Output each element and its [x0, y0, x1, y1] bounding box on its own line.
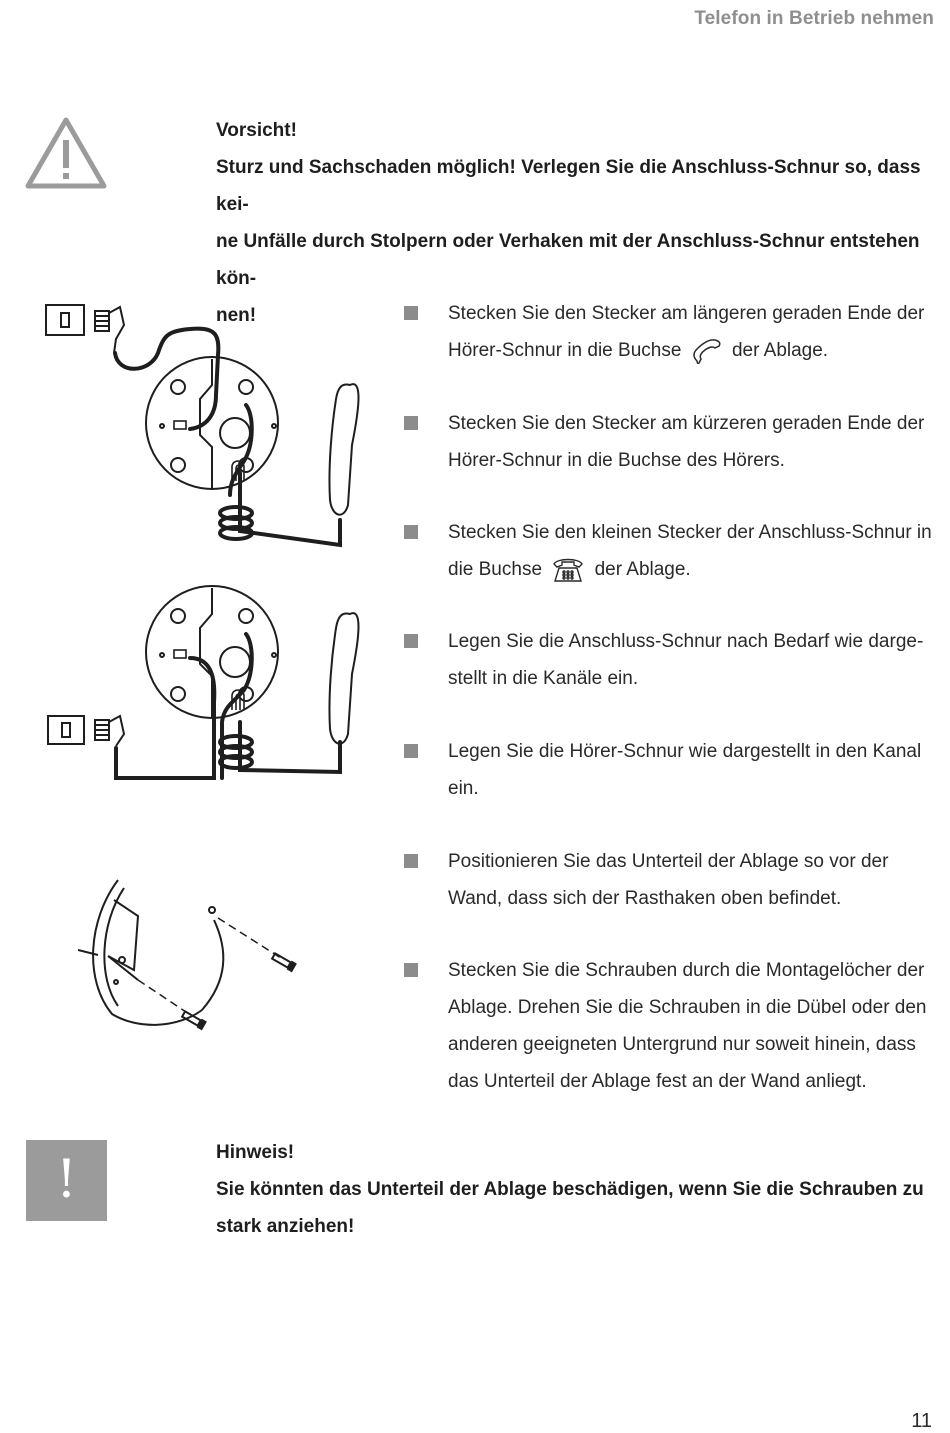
step-text-line: stellt in die Kanäle ein.	[448, 668, 639, 689]
bullet-square	[404, 416, 418, 430]
warning-text-line: nen!	[216, 305, 257, 326]
step-text-line: Hörer-Schnur in die Buchse des Hörers.	[448, 450, 785, 471]
step-text-segment: der Ablage.	[594, 559, 691, 580]
note-text-line: stark anziehen!	[216, 1216, 355, 1237]
step-text-line: Stecken Sie den kleinen Stecker der Anschluss-Schnur in	[448, 522, 932, 543]
step-text-segment: Hörer-Schnur in die Buchse	[448, 340, 682, 361]
step-text-line: Stecken Sie die Schrauben durch die Montagelöcher der	[448, 960, 925, 981]
warning-text-line: Sturz und Sachschaden möglich! Verlegen Sie die Anschluss-Schnur so, dass kei-	[216, 157, 921, 215]
telephone-icon	[551, 556, 585, 584]
step-text-line	[448, 332, 934, 369]
exclamation-icon: !	[26, 1140, 107, 1221]
step-text-line: ein.	[448, 778, 479, 799]
page-number: 11	[911, 1410, 932, 1432]
note-text-line: Sie könnten das Unterteil der Ablage beschädigen, wenn Sie die Schrauben zu	[216, 1179, 924, 1200]
step-text-line: anderen geeigneten Untergrund nur soweit hinein, dass	[448, 1034, 916, 1055]
bullet-square	[404, 963, 418, 977]
handset-icon	[691, 337, 723, 365]
wall-mounting-diagram	[78, 860, 318, 1040]
cable-routing-diagram-bottom	[40, 582, 370, 782]
cable-routing-diagram-top	[40, 295, 370, 555]
step-text-line: Legen Sie die Hörer-Schnur wie dargestellt in den Kanal	[448, 741, 922, 762]
step-text-line	[448, 551, 934, 588]
step-text-line: Positionieren Sie das Unterteil der Ablage so vor der	[448, 851, 889, 872]
step-text-line: das Unterteil der Ablage fest an der Wand anliegt.	[448, 1071, 867, 1092]
warning-title: Vorsicht!	[216, 120, 297, 141]
note-block	[216, 1134, 938, 1245]
step-text-line: Wand, dass sich der Rasthaken oben befindet.	[448, 888, 842, 909]
warning-text-line: ne Unfälle durch Stolpern oder Verhaken mit der Anschluss-Schnur entstehen kön-	[216, 231, 920, 289]
bullet-square	[404, 634, 418, 648]
page-header-title: Telefon in Betrieb nehmen	[694, 8, 934, 29]
step-text-line: Ablage. Drehen Sie die Schrauben in die Dübel oder den	[448, 997, 927, 1018]
bullet-square	[404, 306, 418, 320]
step-text-segment: die Buchse	[448, 559, 543, 580]
bullet-square	[404, 525, 418, 539]
step-text-line: Stecken Sie den Stecker am kürzeren geraden Ende der	[448, 413, 925, 434]
bullet-square	[404, 854, 418, 868]
step-text-line: Stecken Sie den Stecker am längeren geraden Ende der	[448, 303, 925, 324]
note-title: Hinweis!	[216, 1142, 295, 1163]
step-text-line: Legen Sie die Anschluss-Schnur nach Bedarf wie darge-	[448, 631, 924, 652]
step-text-segment: der Ablage.	[731, 340, 829, 361]
warning-triangle-icon	[24, 116, 108, 190]
bullet-square	[404, 744, 418, 758]
